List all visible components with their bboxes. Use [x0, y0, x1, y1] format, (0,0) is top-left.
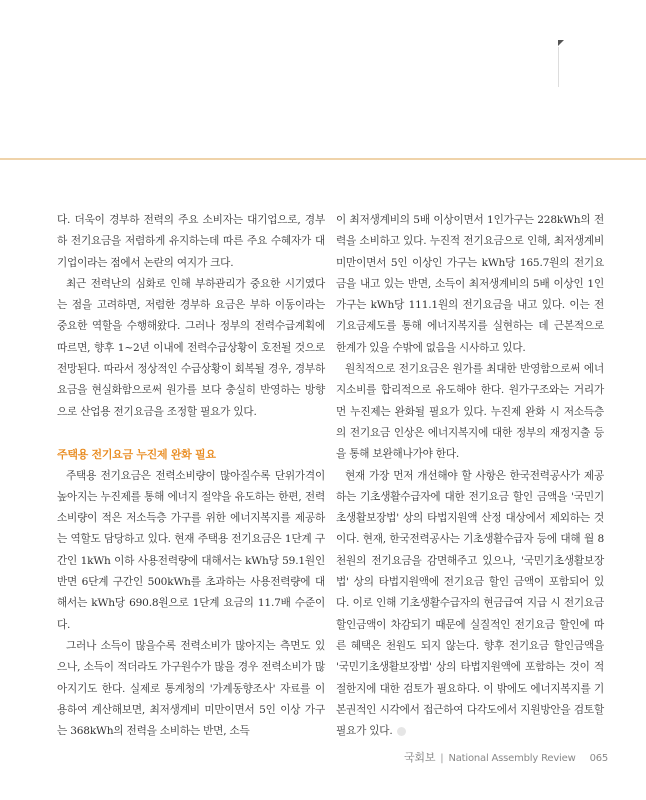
paragraph: 다. 더욱이 경부하 전력의 주요 소비자는 대기업으로, 경부하 전기요금을 저렴하게 유지하는데 따른 주요 수혜자가 대기업이라는 점에서 논란의 여지가 크다. — [57, 214, 325, 269]
publication-name: 국회보 — [404, 751, 436, 764]
paragraph-text: 현재 가장 먼저 개선해야 할 사항은 한국전력공사가 제공하는 기초생활수급자에 대한 전기요금 할인 금액을 '국민기초생활보장법' 상의 타법지원액 산정 대상에서 제외하는 것이다. 현재, 한국전력공사는 기초생활수급자 등에 대해 월 8천원의 전기요금을 감면해주고 있으나, '국민기초생활보장법' 상의 타법지원액에 전기요금 할인 금액이 포함되어 있다. 이로 인해 기초생활수급자의 현금급여 지급 시 전기요금 할인금액이 차감되기 때문에 실질적인 전기요금 할인에 따른 혜택은 천원도 되지 않는다. 향후 전기요금 할인금액을 '국민기초생활보장법' 상의 타법지원액에 포함하는 것이 적절한지에 대한 검토가 필요하다. 이 밖에도 에너지복지를 기본권적인 시각에서 접근하여 다각도에서 지원방안을 검토할 필요가 있다. — [336, 469, 604, 738]
publication-subtitle: National Assembly Review — [448, 753, 576, 764]
left-column — [57, 210, 325, 742]
section-heading: 주택용 전기요금 누진제 완화 필요 — [57, 448, 216, 462]
corner-flag-icon — [558, 40, 564, 46]
paragraph: 주택용 전기요금은 전력소비량이 많아질수록 단위가격이 높아지는 누진제를 통해 에너지 절약을 유도하는 한편, 전력소비량이 적은 저소득층 가구를 위한 에너지복지를 제공하는 역할도 담당하고 있다. 현재 주택용 전기요금은 1단계 구간인 1kWh 이하 사용전력량에 대해서는 kWh당 59.1원인 반면 6단계 구간인 500kWh를 초과하는 사용전력량에 대해서는 kWh당 690.8원으로 1단계 요금의 11.7배 수준이다. — [57, 469, 325, 631]
footer-separator: | — [440, 753, 444, 764]
page-number: 065 — [589, 753, 609, 764]
corner-marker-line — [558, 47, 559, 87]
header-divider — [0, 158, 646, 160]
paragraph: 원칙적으로 전기요금은 원가를 최대한 반영함으로써 에너지소비를 합리적으로 유도해야 한다. 원가구조와는 거리가 먼 누진제는 완화될 필요가 있다. 누진제 완화 시 저소득층의 전기요금 인상은 에너지복지에 대한 정부의 재정지출 등을 통해 보완해나가야 한다. — [336, 363, 604, 461]
page-footer — [404, 749, 608, 765]
paragraph: 최근 전력난의 심화로 인해 부하관리가 중요한 시기였다는 점을 고려하면, 저렴한 경부하 요금은 부하 이동이라는 중요한 역할을 수행해왔다. 그러나 정부의 전력수급계획에 따르면, 향후 1~2년 이내에 전력수급상황이 호전될 것으로 전망된다. 따라서 정상적인 수급상황이 회복될 경우, 경부하요금을 현실화함으로써 원가를 보다 충실히 반영하는 방향으로 산업용 전기요금을 조정할 필요가 있다. — [57, 277, 325, 418]
paragraph: 그러나 소득이 많을수록 전력소비가 많아지는 측면도 있으나, 소득이 적더라도 가구원수가 많을 경우 전력소비가 많아지기도 한다. 실제로 통계청의 '가계동향조사' 자료를 이용하여 계산해보면, 최저생계비 미만이면서 5인 이상 가구는 368kWh의 전력을 소비하는 반면, 소득 — [57, 639, 325, 738]
right-column — [336, 210, 604, 742]
paragraph — [336, 466, 604, 743]
flower-end-mark-icon — [397, 727, 406, 736]
paragraph: 이 최저생계비의 5배 이상이면서 1인가구는 228kWh의 전력을 소비하고 있다. 누진적 전기요금으로 인해, 최저생계비 미만이면서 5인 이상인 가구는 kWh당 165.7원의 전기요금을 내고 있는 반면, 소득이 최저생계비의 5배 이상인 1인가구는 kWh당 111.1원의 전기요금을 내고 있다. 이는 전기요금제도를 통해 에너지복지를 실현하는 데 근본적으로 한계가 있을 수밖에 없음을 시사하고 있다. — [336, 214, 604, 354]
